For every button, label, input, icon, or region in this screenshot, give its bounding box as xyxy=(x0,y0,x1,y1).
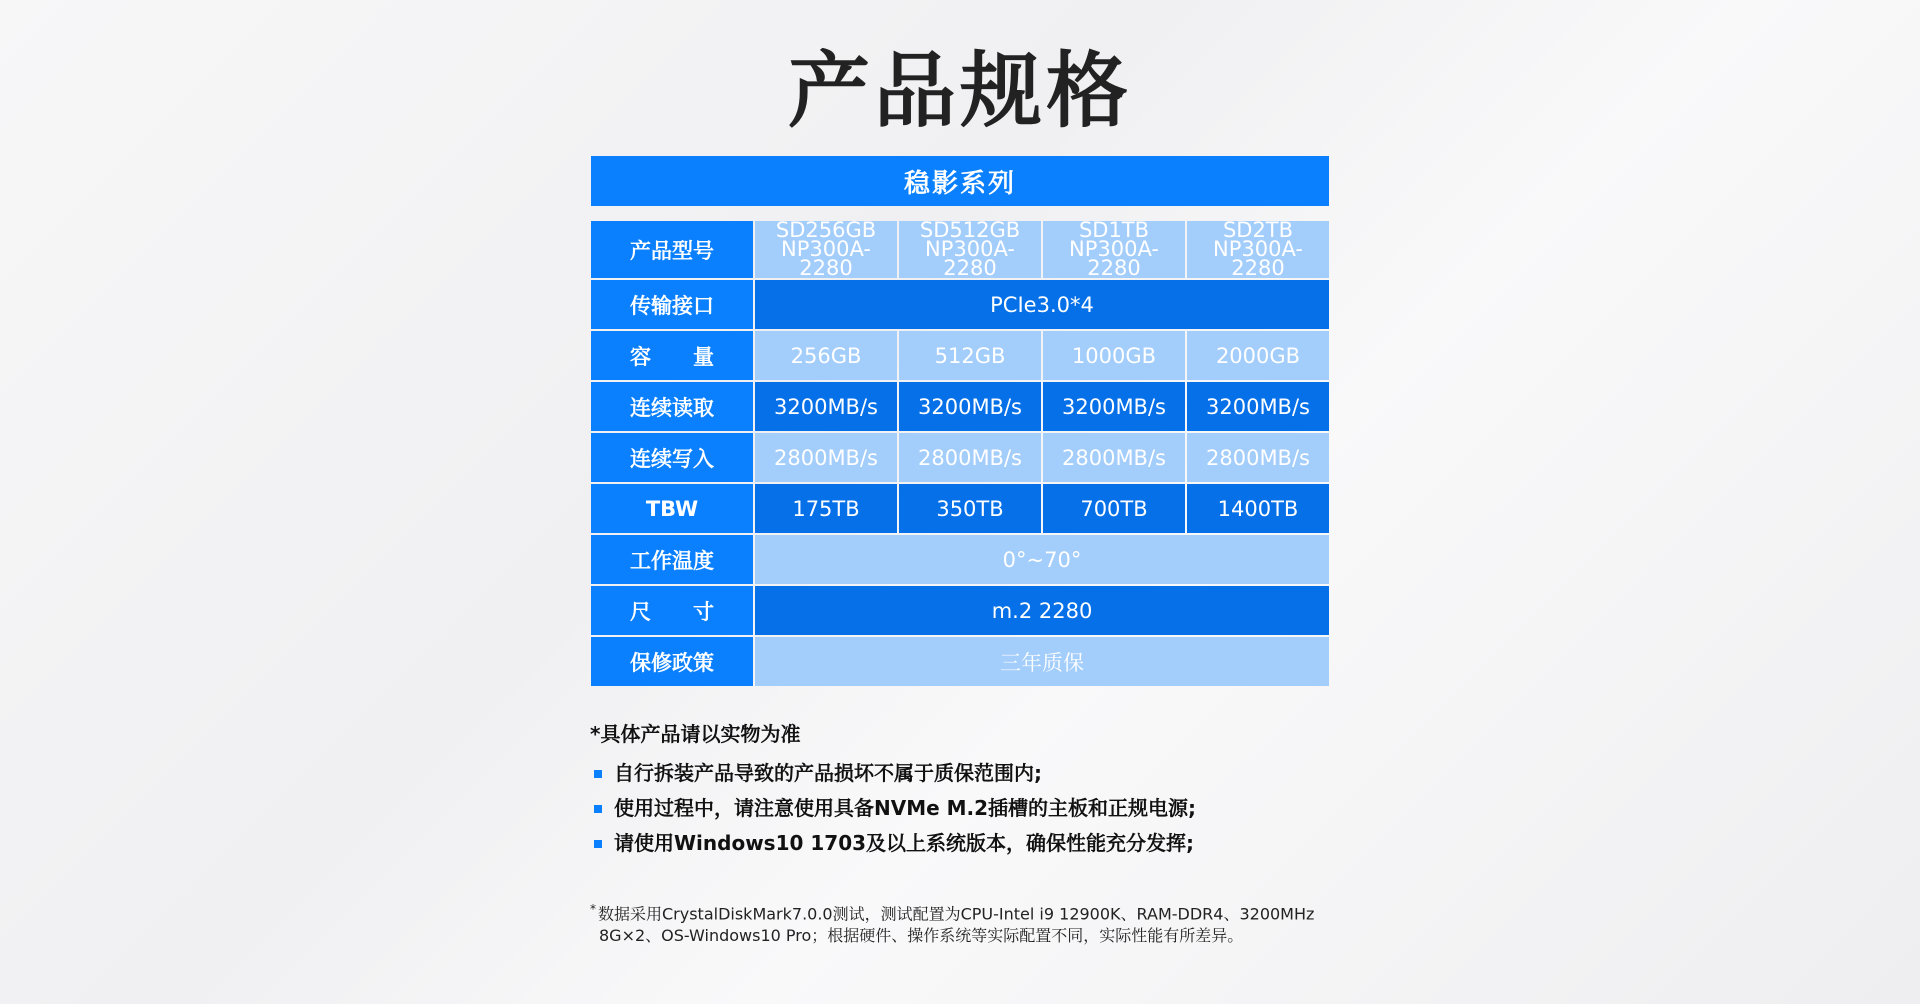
list-item xyxy=(590,826,1390,861)
model-number: NP300A-2280 xyxy=(1213,237,1303,280)
table-cell: 3200MB/s xyxy=(755,382,897,431)
table-cell: 3200MB/s xyxy=(899,382,1041,431)
bullet-square-icon xyxy=(594,805,602,813)
footnote xyxy=(590,898,1350,947)
notes-list xyxy=(590,756,1390,861)
list-item xyxy=(590,756,1390,791)
table-row xyxy=(591,433,1329,482)
table-cell: 3200MB/s xyxy=(1043,382,1185,431)
table-row xyxy=(591,535,1329,584)
notes-heading: *具体产品请以实物为准 xyxy=(590,722,801,746)
table-cell: 2000GB xyxy=(1187,331,1329,380)
table-cell: 512GB xyxy=(899,331,1041,380)
row-label: 尺 寸 xyxy=(591,586,753,635)
model-capacity: SD256GB xyxy=(775,218,877,242)
row-label: 保修政策 xyxy=(591,637,753,686)
note-text: 自行拆装产品导致的产品损坏不属于质保范围内; xyxy=(614,761,1042,785)
footnote-star: * xyxy=(590,902,596,916)
row-value: 0°~70° xyxy=(755,535,1329,584)
row-label: TBW xyxy=(591,484,753,533)
note-text: 请使用Windows10 1703及以上系统版本，确保性能充分发挥; xyxy=(614,831,1195,855)
table-cell: 175TB xyxy=(755,484,897,533)
row-label: 连续读取 xyxy=(591,382,753,431)
table-cell: 2800MB/s xyxy=(1043,433,1185,482)
bullet-square-icon xyxy=(594,770,602,778)
table-cell: 2800MB/s xyxy=(755,433,897,482)
model-capacity: SD512GB xyxy=(919,218,1021,242)
table-row xyxy=(591,637,1329,686)
model-cell xyxy=(755,218,897,280)
row-label: 传输接口 xyxy=(591,280,753,329)
table-row xyxy=(591,331,1329,380)
notes-section xyxy=(590,718,1390,861)
row-value: PCIe3.0*4 xyxy=(755,280,1329,329)
table-cell: 2800MB/s xyxy=(899,433,1041,482)
table-row xyxy=(591,221,1329,278)
bullet-square-icon xyxy=(594,840,602,848)
model-cell xyxy=(899,218,1041,280)
series-banner: 稳影系列 xyxy=(591,156,1329,206)
model-cell xyxy=(1043,218,1185,280)
model-number: NP300A-2280 xyxy=(781,237,871,280)
note-text: 使用过程中，请注意使用具备NVMe M.2插槽的主板和正规电源; xyxy=(614,796,1197,820)
model-number: NP300A-2280 xyxy=(925,237,1015,280)
table-cell: 3200MB/s xyxy=(1187,382,1329,431)
footnote-line-1 xyxy=(590,898,1350,925)
spec-table xyxy=(589,219,1331,688)
list-item xyxy=(590,791,1390,826)
row-label: 工作温度 xyxy=(591,535,753,584)
table-row xyxy=(591,586,1329,635)
table-cell: 350TB xyxy=(899,484,1041,533)
table-cell: 256GB xyxy=(755,331,897,380)
table-cell: 700TB xyxy=(1043,484,1185,533)
table-row xyxy=(591,484,1329,533)
footnote-text-2: 8G×2、OS-Windows10 Pro；根据硬件、操作系统等实际配置不同，实际性能有所差异。 xyxy=(599,926,1244,946)
footnote-text-1: 数据采用CrystalDiskMark7.0.0测试，测试配置为CPU-Intel i9 12900K、RAM-DDR4、3200MHz xyxy=(598,904,1315,924)
table-row xyxy=(591,280,1329,329)
page-title: 产品规格 xyxy=(787,44,1132,139)
model-capacity: SD1TB xyxy=(1078,218,1150,242)
model-number: NP300A-2280 xyxy=(1069,237,1159,280)
table-cell: 1400TB xyxy=(1187,484,1329,533)
table-cell: 1000GB xyxy=(1043,331,1185,380)
model-capacity: SD2TB xyxy=(1222,218,1294,242)
row-label: 连续写入 xyxy=(591,433,753,482)
row-value: 三年质保 xyxy=(755,637,1329,686)
row-label: 产品型号 xyxy=(591,221,753,278)
model-cell xyxy=(1187,218,1329,280)
table-row xyxy=(591,382,1329,431)
row-value: m.2 2280 xyxy=(755,586,1329,635)
row-label: 容 量 xyxy=(591,331,753,380)
table-cell: 2800MB/s xyxy=(1187,433,1329,482)
